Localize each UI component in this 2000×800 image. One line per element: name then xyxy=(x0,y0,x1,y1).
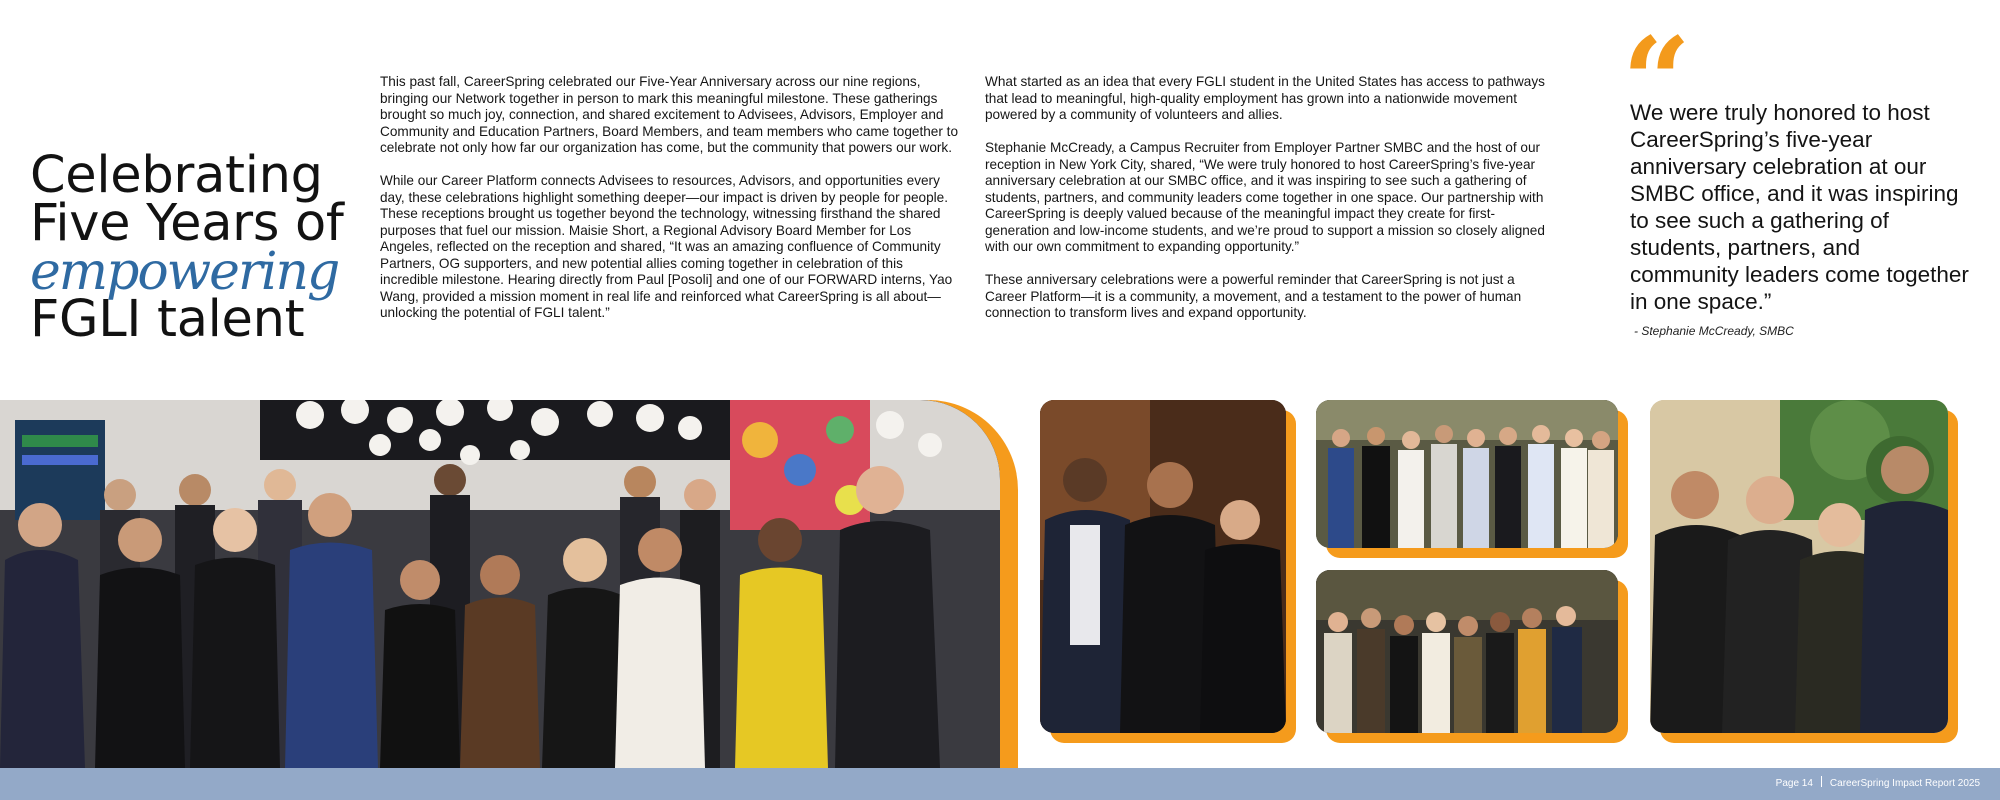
paragraph: These anniversary celebrations were a powerful reminder that CareerSpring is not just a Career Platform—it is a community, a movement, and a testament to the power of human connection to transform lives and expand opportunity. xyxy=(985,272,1522,320)
foursome-photo-illustration xyxy=(1650,400,1948,733)
photo-group-bottom xyxy=(1316,570,1618,733)
trio-photo-illustration xyxy=(1040,400,1286,733)
photo-group-large xyxy=(0,400,1000,768)
group-top-photo-illustration xyxy=(1316,400,1618,548)
group-bottom-photo-illustration xyxy=(1316,570,1618,733)
pull-quote: We were truly honored to host CareerSpring’s five-year anniversary celebration at our SMBC office, and it was inspiring to see such a gathering of students, partners, and community leaders come together in one space.” xyxy=(1630,100,1969,314)
quote-attribution: - Stephanie McCready, SMBC xyxy=(1634,324,1794,338)
paragraph: This past fall, CareerSpring celebrated our Five-Year Anniversary across our nine regions, bringing our Network together in person to mark this meaningful milestone. These gatherings brought so much joy, connection, and shared excitement to Advisees, Advisors, Employer and Community and Education Partners, Board Members, and team members who came together to celebrate not only how far our organization has come, but the community that powers our work. xyxy=(380,74,959,155)
paragraph: Stephanie McCready, a Campus Recruiter from Employer Partner SMBC and the host of our reception in New York City, shared, “We were truly honored to host CareerSpring’s five-year anniversary celebration at our SMBC office, and it was inspiring to see such a gathering of students, partners, and community leaders come together in one space. Our partnership with CareerSpring is deeply valued because of the meaningful impact they create for first-generation and low-income students, and we’re proud to support a mission so closely aligned with our own commitment to expanding opportunity.” xyxy=(985,140,1545,254)
title-line-1: Celebrating xyxy=(30,146,323,205)
quote-mark-icon: “ xyxy=(1622,11,1692,152)
photo-trio xyxy=(1040,400,1286,733)
title-line-4: FGLI talent xyxy=(30,290,305,349)
paragraph: While our Career Platform connects Advisees to resources, Advisors, and opportunities every day, these celebrations highlight something deeper—our impact is driven by people for people. These receptions brought us together beyond the technology, witnessing firsthand the shared purposes that fuel our mission. Maisie Short, a Regional Advisory Board Member for Los Angeles, reflected on the reception and shared, “It was an amazing confluence of Community Partners, OG supporters, and new potential allies coming together in celebration of this incredible milestone. Hearing directly from Paul [Posoli] and one of our FORWARD interns, Yao Wang, provided a mission moment in real life and reinforced what CareerSpring is all about—unlocking the potential of FGLI talent.” xyxy=(380,173,953,320)
footer-text xyxy=(1776,776,1980,789)
page-number: Page 14 xyxy=(1775,778,1813,789)
group-photo-illustration xyxy=(0,400,1000,768)
photo-group-top xyxy=(1316,400,1618,548)
photo-foursome xyxy=(1650,400,1948,733)
title-line-2: Five Years of xyxy=(30,194,344,253)
footer-divider xyxy=(1821,776,1822,787)
body-column-2 xyxy=(985,74,1555,338)
paragraph: What started as an idea that every FGLI student in the United States has access to pathways that lead to meaningful, high-quality employment has grown into a nationwide movement powered by a community of volunteers and allies. xyxy=(985,74,1545,122)
page-title xyxy=(30,146,344,349)
body-column-1 xyxy=(380,74,960,338)
footer-bar xyxy=(0,768,2000,800)
title-line-accent: empowering xyxy=(30,242,339,302)
report-name: CareerSpring Impact Report 2025 xyxy=(1829,778,1980,789)
